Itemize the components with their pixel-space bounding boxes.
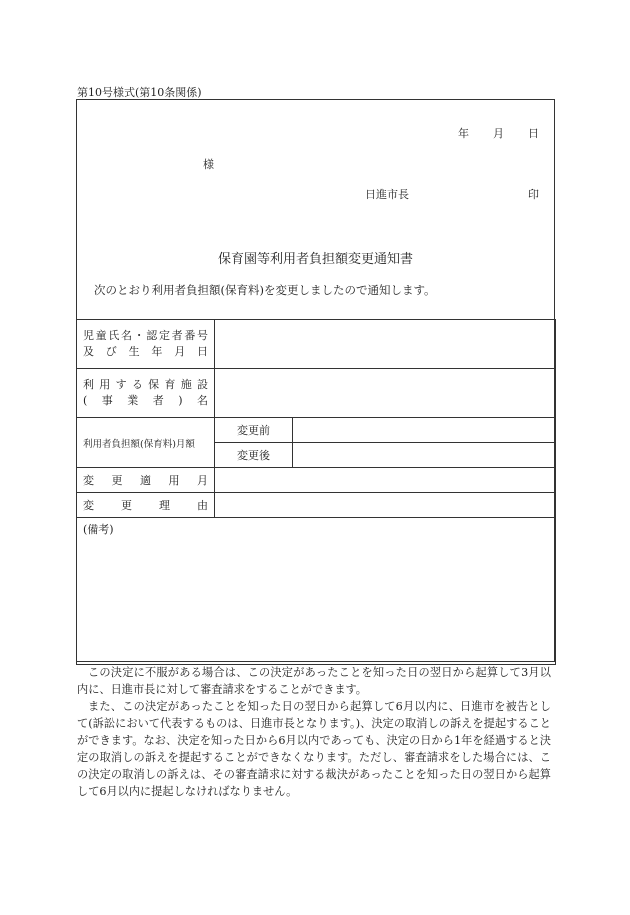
child-name-label bbox=[77, 320, 215, 369]
effective-month-value[interactable] bbox=[215, 468, 556, 493]
details-table bbox=[76, 319, 556, 665]
facility-label bbox=[77, 369, 215, 418]
change-reason-value[interactable] bbox=[215, 493, 556, 518]
recipient-honorific: 様 bbox=[203, 158, 214, 171]
date-month-label: 月 bbox=[493, 127, 504, 140]
after-change-value[interactable] bbox=[293, 443, 556, 468]
child-name-value[interactable] bbox=[215, 320, 556, 369]
child-name-label-line2: 及び生年月日 bbox=[83, 345, 208, 358]
table-row bbox=[77, 468, 556, 493]
appeal-paragraph-2: また、この決定があったことを知った日の翌日から起算して6月以内に、日進市を被告として(訴訟において代表するものは、日進市長となります。)、決定の取消しの訴えを提起することができます。なお、決定を知った日から6月以内であっても、決定の日から1年を経過すると決定の取消しの訴えを提起することができなくなります。ただし、審査請求をした場合には、この決定の取消しの訴えは、その審査請求に対する裁決があったことを知った日の翌日から起算して6月以内に提起しなければなりません。 bbox=[77, 700, 551, 798]
notice-form-frame bbox=[76, 99, 555, 662]
date-day-label: 日 bbox=[528, 127, 539, 140]
appeal-paragraph-1: この決定に不服がある場合は、この決定があったことを知った日の翌日から起算して3月以内に、日進市長に対して審査請求をすることができます。 bbox=[77, 666, 551, 696]
table-row bbox=[77, 418, 556, 443]
facility-label-line1: 利用する保育施設 bbox=[83, 378, 208, 391]
remarks-label: (備考) bbox=[83, 523, 114, 536]
remarks-field[interactable] bbox=[77, 518, 556, 665]
before-change-label: 変更前 bbox=[215, 418, 293, 443]
appeal-notice bbox=[77, 664, 551, 800]
after-change-label: 変更後 bbox=[215, 443, 293, 468]
facility-value[interactable] bbox=[215, 369, 556, 418]
form-number-label: 第10号様式(第10条関係) bbox=[77, 86, 202, 99]
child-name-label-line1: 児童氏名・認定者番号 bbox=[83, 329, 208, 342]
facility-label-line2: (事業者)名 bbox=[83, 394, 208, 407]
date-year-label: 年 bbox=[458, 127, 469, 140]
seal-mark: 印 bbox=[528, 188, 539, 201]
document-title: 保育園等利用者負担額変更通知書 bbox=[217, 252, 413, 267]
before-change-value[interactable] bbox=[293, 418, 556, 443]
monthly-fee-label: 利用者負担額(保育料)月額 bbox=[77, 418, 215, 468]
table-row bbox=[77, 493, 556, 518]
intro-text: 次のとおり利用者負担額(保育料)を変更しましたので通知します。 bbox=[94, 283, 436, 297]
change-reason-label: 変更理由 bbox=[77, 493, 215, 518]
table-row bbox=[77, 518, 556, 665]
table-row bbox=[77, 320, 556, 369]
issuer-name: 日進市長 bbox=[365, 188, 409, 201]
effective-month-label: 変更適用月 bbox=[77, 468, 215, 493]
table-row bbox=[77, 369, 556, 418]
